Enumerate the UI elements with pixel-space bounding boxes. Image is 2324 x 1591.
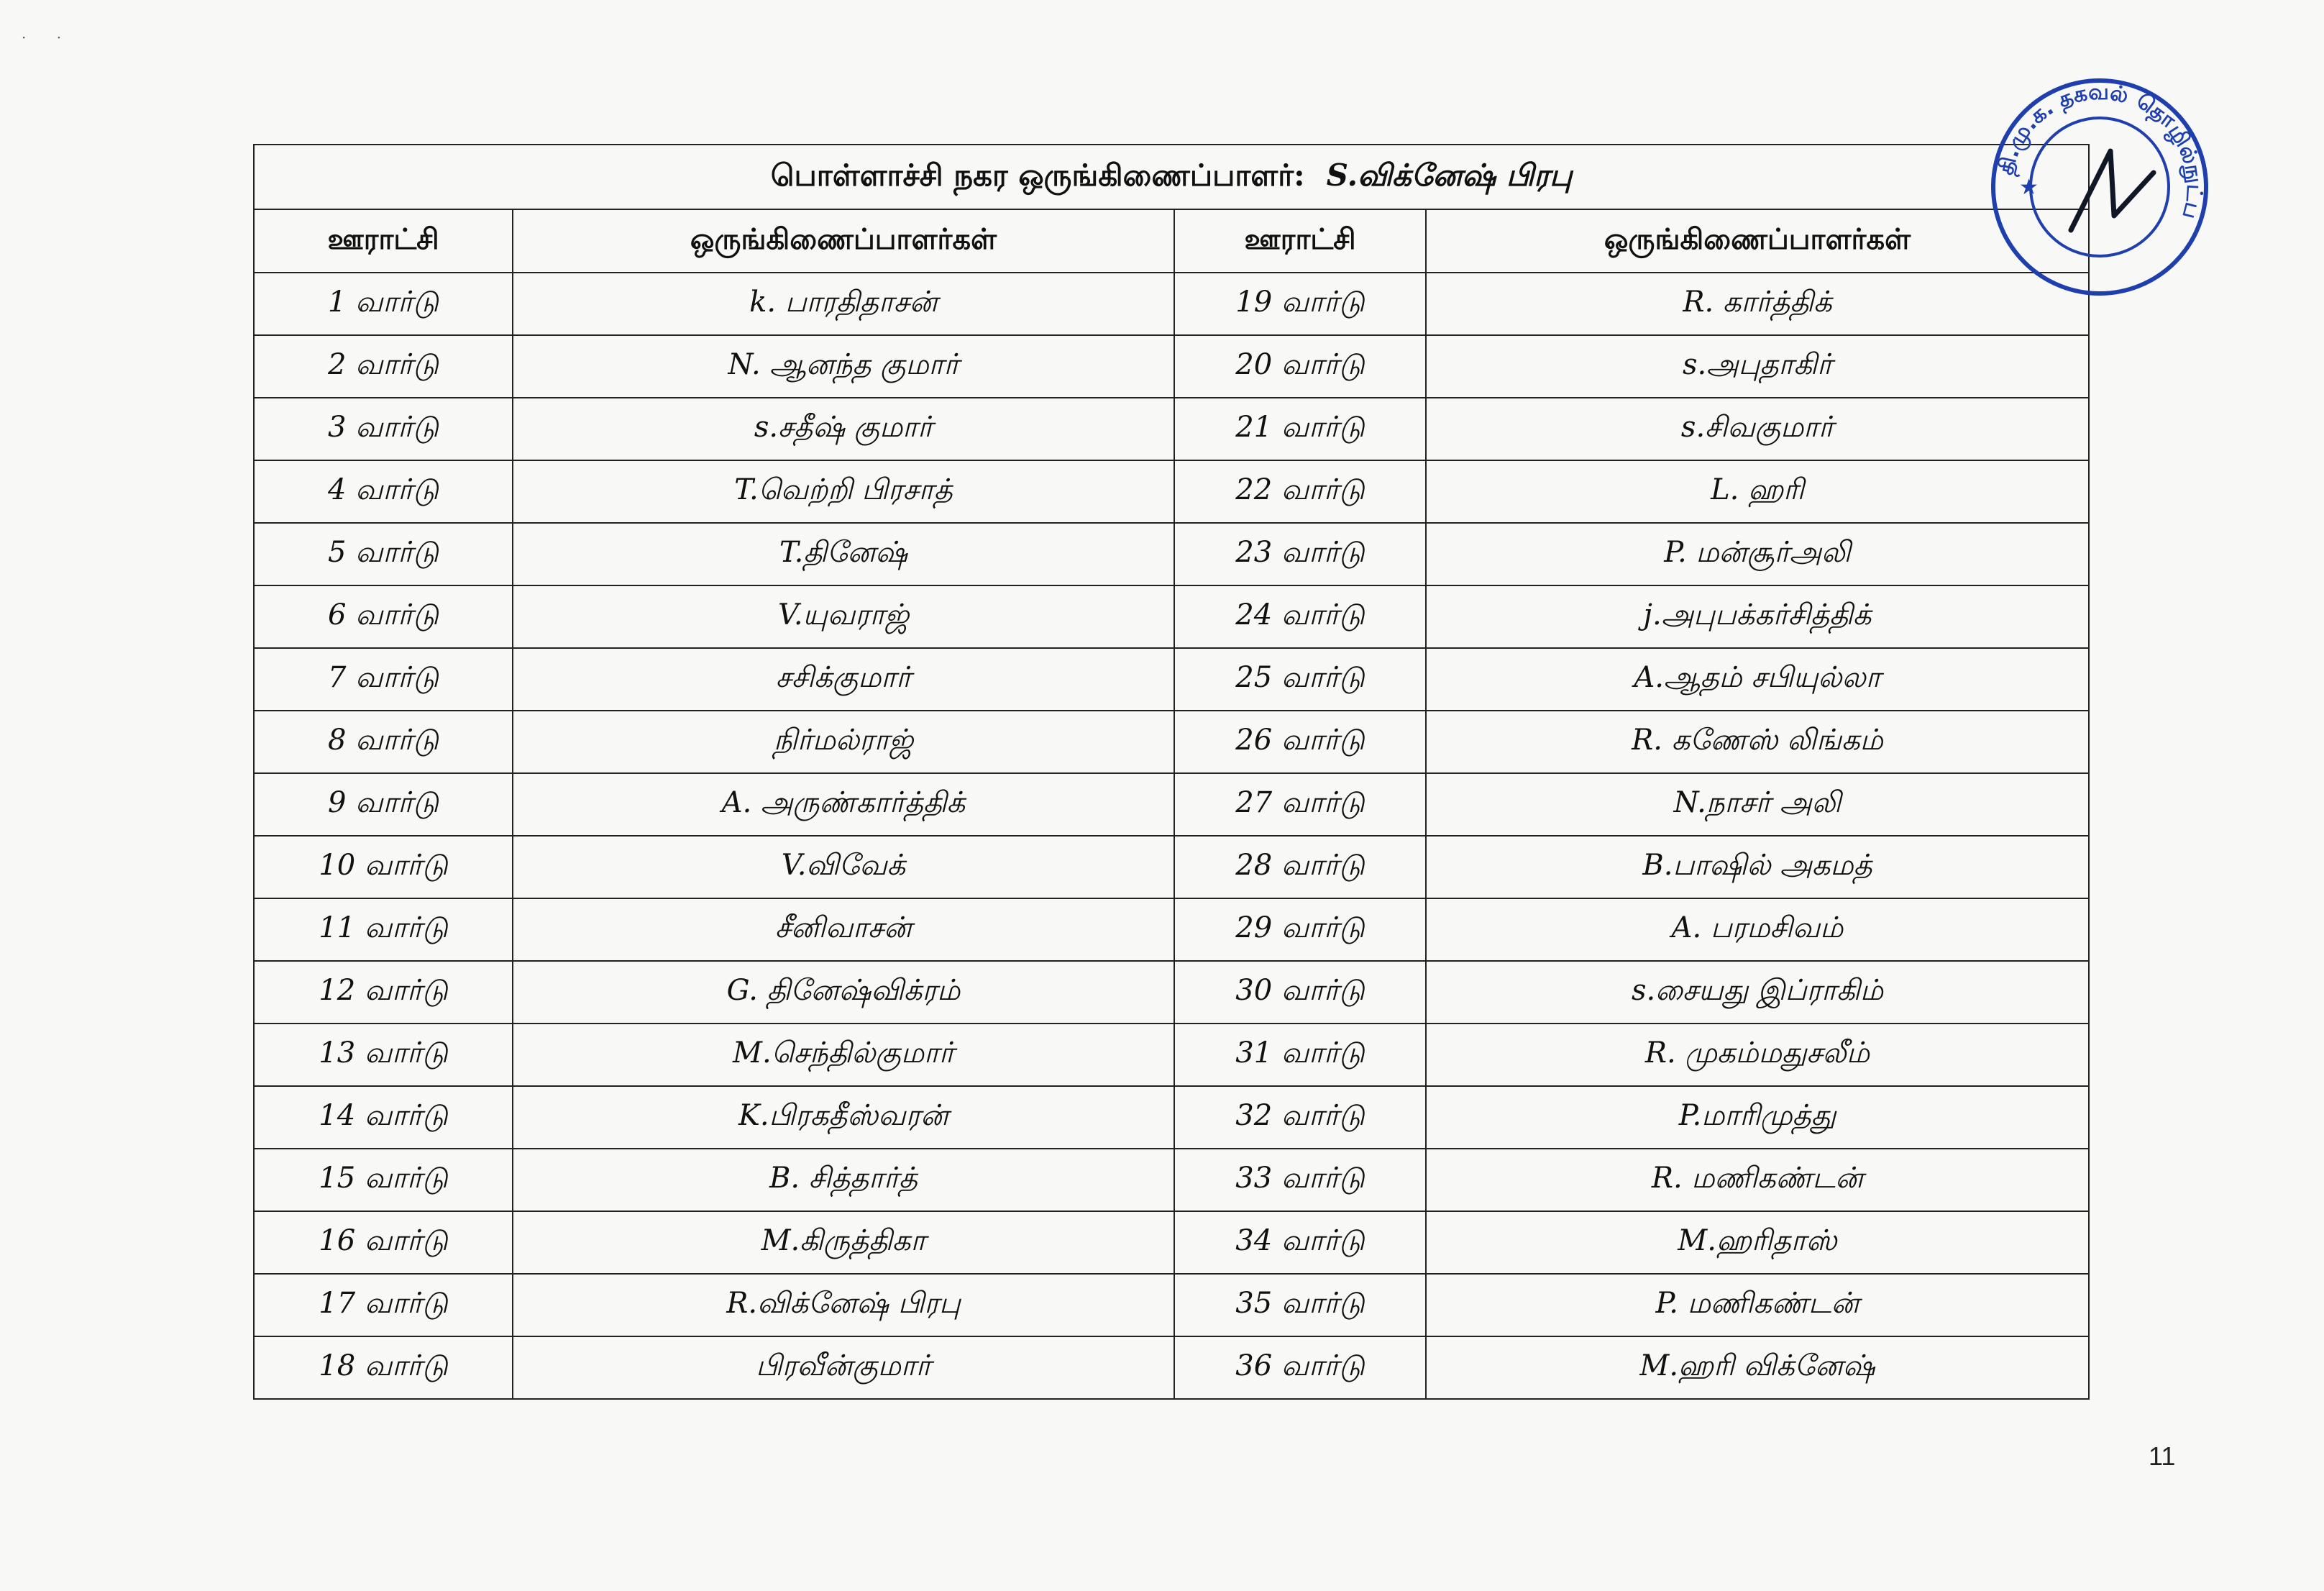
ward-cell-left: 10 வார்டு <box>254 836 513 898</box>
ward-cell-right: 22 வார்டு <box>1174 460 1426 523</box>
ward-cell-right: 31 வார்டு <box>1174 1024 1426 1086</box>
table-row <box>254 1211 2089 1274</box>
coordinator-cell-right: P. மன்சூர்அலி <box>1426 523 2089 585</box>
table-row <box>254 773 2089 836</box>
ward-cell-right: 26 வார்டு <box>1174 711 1426 773</box>
table-row <box>254 648 2089 711</box>
table-row <box>254 1086 2089 1149</box>
ward-cell-right: 33 வார்டு <box>1174 1149 1426 1211</box>
coordinator-cell-right: N.நாசர் அலி <box>1426 773 2089 836</box>
ward-cell-left: 16 வார்டு <box>254 1211 513 1274</box>
coordinator-cell-right: P. மணிகண்டன் <box>1426 1274 2089 1336</box>
coordinator-cell-left: V.யுவராஜ் <box>513 585 1174 648</box>
table-body <box>254 273 2089 1399</box>
ward-cell-left: 7 வார்டு <box>254 648 513 711</box>
ward-cell-right: 24 வார்டு <box>1174 585 1426 648</box>
coordinator-cell-left: s.சதீஷ் குமார் <box>513 398 1174 460</box>
table-title-row <box>254 145 2089 209</box>
table-title <box>254 145 2089 209</box>
coordinator-cell-left: M.செந்தில்குமார் <box>513 1024 1174 1086</box>
table-row <box>254 273 2089 335</box>
ward-cell-right: 32 வார்டு <box>1174 1086 1426 1149</box>
coordinator-cell-left: N. ஆனந்த குமார் <box>513 335 1174 398</box>
table-row <box>254 523 2089 585</box>
table-row <box>254 1149 2089 1211</box>
coordinator-cell-left: சசிக்குமார் <box>513 648 1174 711</box>
ward-cell-left: 11 வார்டு <box>254 898 513 961</box>
table-row <box>254 1024 2089 1086</box>
ward-cell-right: 19 வார்டு <box>1174 273 1426 335</box>
ward-cell-left: 3 வார்டு <box>254 398 513 460</box>
ward-cell-right: 25 வார்டு <box>1174 648 1426 711</box>
coordinator-cell-left: சீனிவாசன் <box>513 898 1174 961</box>
table-row <box>254 898 2089 961</box>
coordinator-cell-left: A. அருண்கார்த்திக் <box>513 773 1174 836</box>
table-row <box>254 460 2089 523</box>
coordinator-cell-right: R. கார்த்திக் <box>1426 273 2089 335</box>
table-row <box>254 961 2089 1024</box>
coordinator-cell-left: நிர்மல்ராஜ் <box>513 711 1174 773</box>
title-label: பொள்ளாச்சி நகர ஒருங்கிணைப்பாளர்: <box>770 157 1305 193</box>
ward-cell-right: 20 வார்டு <box>1174 335 1426 398</box>
ward-cell-left: 12 வார்டு <box>254 961 513 1024</box>
column-header-row <box>254 209 2089 273</box>
coordinator-cell-left: B. சித்தார்த் <box>513 1149 1174 1211</box>
coordinator-cell-right: s.சிவகுமார் <box>1426 398 2089 460</box>
ward-cell-right: 29 வார்டு <box>1174 898 1426 961</box>
column-header-coordinators-right: ஒருங்கிணைப்பாளர்கள் <box>1426 209 2089 273</box>
coordinator-cell-left: T.தினேஷ் <box>513 523 1174 585</box>
ward-cell-right: 23 வார்டு <box>1174 523 1426 585</box>
table-row <box>254 836 2089 898</box>
table-row <box>254 585 2089 648</box>
coordinator-cell-right: s.சையது இப்ராகிம் <box>1426 961 2089 1024</box>
coordinators-table <box>253 144 2090 1400</box>
coordinator-cell-left: பிரவீன்குமார் <box>513 1336 1174 1399</box>
ward-cell-right: 21 வார்டு <box>1174 398 1426 460</box>
coordinator-cell-right: j.அபுபக்கர்சித்திக் <box>1426 585 2089 648</box>
ward-cell-left: 5 வார்டு <box>254 523 513 585</box>
coordinator-cell-right: B.பாஷில் அகமத் <box>1426 836 2089 898</box>
ward-cell-left: 8 வார்டு <box>254 711 513 773</box>
ward-cell-left: 14 வார்டு <box>254 1086 513 1149</box>
seal-text: தி.மு.க. தகவல் தொழில்நுட்ப <box>1993 79 2208 222</box>
ward-cell-right: 35 வார்டு <box>1174 1274 1426 1336</box>
coordinator-cell-right: M.ஹரிதாஸ் <box>1426 1211 2089 1274</box>
coordinator-cell-left: V.விவேக் <box>513 836 1174 898</box>
coordinator-cell-left: G. தினேஷ்விக்ரம் <box>513 961 1174 1024</box>
table-row <box>254 398 2089 460</box>
ward-cell-right: 28 வார்டு <box>1174 836 1426 898</box>
coordinator-cell-right: R. மணிகண்டன் <box>1426 1149 2089 1211</box>
ward-cell-left: 13 வார்டு <box>254 1024 513 1086</box>
title-coordinator-name: S.விக்னேஷ் பிரபு <box>1326 157 1573 193</box>
column-header-coordinators-left: ஒருங்கிணைப்பாளர்கள் <box>513 209 1174 273</box>
column-header-ward-left: ஊராட்சி <box>254 209 513 273</box>
ward-cell-left: 18 வார்டு <box>254 1336 513 1399</box>
seal-star-icon: ★ <box>2019 175 2039 200</box>
coordinator-cell-left: k. பாரதிதாசன் <box>513 273 1174 335</box>
ward-cell-left: 4 வார்டு <box>254 460 513 523</box>
coordinator-cell-left: T.வெற்றி பிரசாத் <box>513 460 1174 523</box>
scan-specks: · · <box>22 29 75 46</box>
ward-cell-left: 15 வார்டு <box>254 1149 513 1211</box>
coordinator-cell-right: L. ஹரி <box>1426 460 2089 523</box>
ward-cell-left: 17 வார்டு <box>254 1274 513 1336</box>
coordinator-cell-left: K.பிரகதீஸ்வரன் <box>513 1086 1174 1149</box>
ward-cell-left: 1 வார்டு <box>254 273 513 335</box>
coordinator-cell-right: A. பரமசிவம் <box>1426 898 2089 961</box>
table-row <box>254 1274 2089 1336</box>
party-seal <box>1985 72 2215 302</box>
coordinator-cell-left: M.கிருத்திகா <box>513 1211 1174 1274</box>
ward-cell-left: 9 வார்டு <box>254 773 513 836</box>
ward-cell-right: 30 வார்டு <box>1174 961 1426 1024</box>
coordinator-cell-right: A.ஆதம் சபியுல்லா <box>1426 648 2089 711</box>
ward-cell-right: 27 வார்டு <box>1174 773 1426 836</box>
ward-cell-left: 2 வார்டு <box>254 335 513 398</box>
coordinator-cell-left: R.விக்னேஷ் பிரபு <box>513 1274 1174 1336</box>
coordinator-cell-right: P.மாரிமுத்து <box>1426 1086 2089 1149</box>
ward-cell-left: 6 வார்டு <box>254 585 513 648</box>
signature-mark <box>2071 151 2154 230</box>
ward-cell-right: 34 வார்டு <box>1174 1211 1426 1274</box>
page-number: 11 <box>2149 1441 2176 1471</box>
column-header-ward-right: ஊராட்சி <box>1174 209 1426 273</box>
coordinator-cell-right: R. கணேஸ் லிங்கம் <box>1426 711 2089 773</box>
table-row <box>254 711 2089 773</box>
coordinator-cell-right: s.அபுதாகிர் <box>1426 335 2089 398</box>
table-row <box>254 1336 2089 1399</box>
ward-cell-right: 36 வார்டு <box>1174 1336 1426 1399</box>
coordinator-cell-right: R. முகம்மதுசலீம் <box>1426 1024 2089 1086</box>
table-row <box>254 335 2089 398</box>
coordinator-cell-right: M.ஹரி விக்னேஷ் <box>1426 1336 2089 1399</box>
